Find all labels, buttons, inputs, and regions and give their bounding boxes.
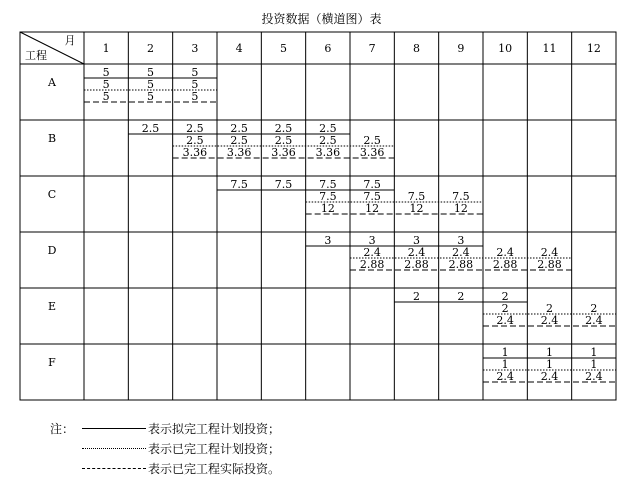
bar-value: 1 [546,358,553,371]
bar-value: 12 [409,202,424,215]
bar-value: 2.88 [537,258,562,271]
bar-value: 7.5 [363,178,381,191]
bar-value: 2.4 [540,314,559,327]
month-header: 10 [498,42,513,55]
bar-value: 2.5 [186,134,204,147]
bar-value: 2.5 [141,122,160,135]
bar-value: 1 [590,346,598,359]
month-header: 9 [457,42,465,55]
bar-value: 2 [546,302,553,315]
month-header: 3 [191,42,199,55]
table-title: 投资数据（横道图）表 [261,12,382,26]
bar-value: 5 [191,78,199,91]
bar-value: 7.5 [407,190,426,203]
bar-value: 2.5 [230,122,248,135]
bar-value: 7.5 [230,178,248,191]
bar-value: 7.5 [274,178,293,191]
legend-text-completed-actual: 表示已完工程实际投资。 [148,462,281,476]
bar-value: 1 [501,358,509,371]
corner-project-label: 工程 [25,49,47,62]
bar-value: 3.36 [226,146,252,159]
bar-value: 2.5 [230,134,248,147]
bar-value: 2.5 [186,122,204,135]
bar-value: 2.5 [274,122,293,135]
bar-value: 1 [590,358,598,371]
bar-value: 5 [102,78,110,91]
bar-value: 2 [501,290,509,303]
bar-value: 12 [365,202,380,215]
bar-value: 2.88 [492,258,518,271]
legend-text-completed-planned: 表示已完工程计划投资； [148,442,281,456]
month-header: 7 [368,42,376,55]
bar-value: 3 [413,234,420,247]
bar-value: 2 [413,290,420,303]
bar-value: 2.4 [407,246,426,259]
legend-row-completed-actual [50,460,350,478]
bar-value: 2.4 [540,246,559,259]
bar-value: 5 [191,66,199,79]
month-header: 11 [542,42,557,55]
month-header: 12 [586,42,601,55]
bar-value: 5 [147,78,154,91]
bar-value: 3.36 [359,146,385,159]
bar-value: 5 [191,90,199,103]
legend-solid-line [82,428,146,429]
bar-value: 2.5 [274,134,293,147]
month-header: 2 [147,42,154,55]
bar-value: 2.5 [363,134,381,147]
month-header: 6 [324,42,332,55]
bar-value: 2.4 [540,370,559,383]
project-label: D [47,244,57,257]
bar-value: 2.5 [319,122,337,135]
bar-value: 3 [324,234,332,247]
corner-month-label: 月 [64,34,76,47]
month-header: 4 [235,42,243,55]
bar-value: 7.5 [363,190,381,203]
project-label: B [47,132,57,145]
bar-value: 3.36 [315,146,341,159]
bar-value: 2.88 [448,258,474,271]
bar-value: 2.4 [452,246,470,259]
bar-value: 2.5 [319,134,337,147]
bar-value: 2 [501,302,509,315]
month-header: 8 [413,42,420,55]
legend-dashed-line [82,468,146,469]
bar-value: 2.4 [496,246,514,259]
bar-value: 12 [320,202,335,215]
legend-row-completed-planned [50,440,350,458]
bar-value: 5 [102,66,110,79]
project-label: F [48,356,56,369]
bar-value: 2.4 [496,314,514,327]
bar-value: 2 [457,290,465,303]
project-label: A [48,76,56,89]
project-label: E [47,300,57,313]
bar-value: 2.88 [404,258,429,271]
legend-label: 注： [50,422,75,436]
month-header: 1 [102,42,110,55]
bar-value: 2.4 [496,370,514,383]
bar-value: 2.4 [363,246,381,259]
bar-value: 3 [368,234,376,247]
bar-value: 2.4 [585,314,603,327]
bar-value: 3.36 [182,146,208,159]
project-label: C [47,188,57,201]
bar-value: 2.4 [585,370,603,383]
bar-value: 7.5 [319,178,337,191]
month-header: 5 [280,42,287,55]
bar-value: 1 [501,346,509,359]
legend-row-planned [50,420,350,438]
bar-value: 3 [457,234,465,247]
bar-value: 5 [147,90,154,103]
legend-dotted-line [82,448,146,449]
bar-value: 5 [147,66,154,79]
bar-value: 7.5 [452,190,470,203]
bar-value: 1 [546,346,553,359]
bar-value: 2 [590,302,598,315]
bar-value: 3.36 [271,146,296,159]
bar-value: 7.5 [319,190,337,203]
bar-value: 5 [102,90,110,103]
bar-value: 12 [453,202,468,215]
bar-value: 2.88 [359,258,385,271]
legend-text-planned: 表示拟完工程计划投资； [148,422,281,436]
